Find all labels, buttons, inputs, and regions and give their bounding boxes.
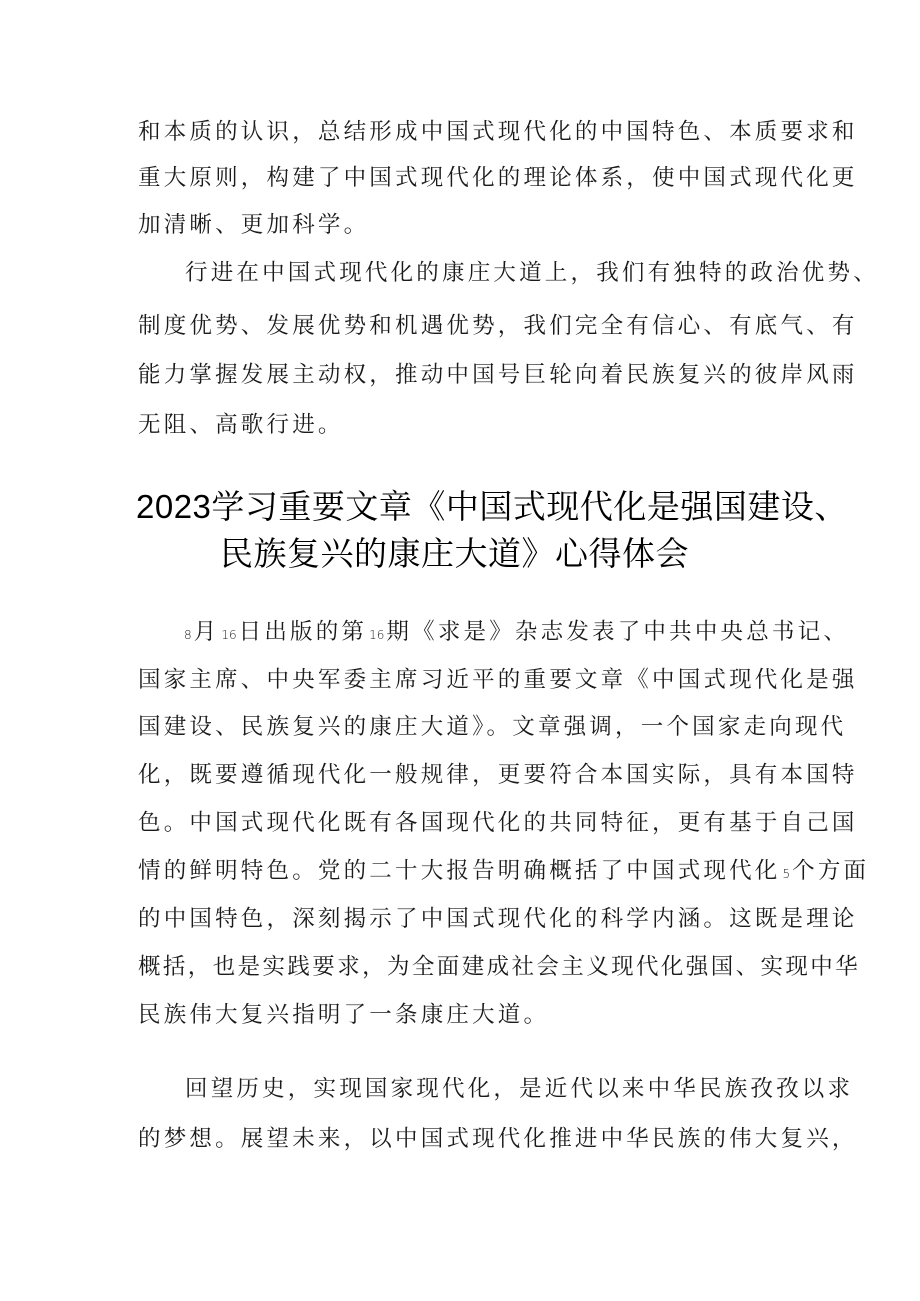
text-segment: 个方面 [792, 858, 870, 884]
text-line: 重大原则，构建了中国式现代化的理论体系，使中国式现代化更 [138, 165, 858, 191]
text-line: 无阻、高歌行进。 [138, 412, 344, 438]
text-line: 制度优势、发展优势和机遇优势，我们完全有信心、有底气、有 [138, 313, 858, 339]
text-segment: 期《求是》杂志发表了中共中央总书记、 [386, 619, 850, 645]
text-segment: 月 [193, 619, 220, 645]
text-line: 能力掌握发展主动权，推动中国号巨轮向着民族复兴的彼岸风雨 [138, 362, 858, 388]
text-segment: 情的鲜明特色。党的二十大报告明确概括了中国式现代化 [138, 858, 781, 884]
month-number: 8 [184, 628, 192, 642]
text-line: 的中国特色，深刻揭示了中国式现代化的科学内涵。这既是理论 [138, 906, 858, 932]
text-line [138, 856, 870, 886]
text-line: 民族伟大复兴指明了一条康庄大道。 [138, 1002, 550, 1028]
text-line: 概括，也是实践要求，为全面建成社会主义现代化强国、实现中华 [138, 954, 861, 980]
title-line-2: 民族复兴的康庄大道》心得体会 [220, 535, 689, 572]
title-line-1: 2023学习重要文章《中国式现代化是强国建设、 [136, 488, 848, 525]
text-line [182, 617, 850, 647]
text-line: 行进在中国式现代化的康庄大道上，我们有独特的政治优势、 [185, 260, 879, 286]
text-line: 国家主席、中央军委主席习近平的重要文章《中国式现代化是强 [138, 667, 858, 693]
text-line: 的梦想。展望未来，以中国式现代化推进中华民族的伟大复兴， [138, 1126, 858, 1152]
text-segment: 日出版的第 [238, 619, 368, 645]
count-number: 5 [782, 867, 791, 881]
text-line: 色。中国式现代化既有各国现代化的共同特征，更有基于自己国 [138, 810, 858, 836]
text-line: 化，既要遵循现代化一般规律，更要符合本国实际，具有本国特 [138, 762, 858, 788]
day-number: 16 [221, 628, 237, 642]
issue-number: 16 [369, 628, 385, 642]
text-line: 国建设、民族复兴的康庄大道》。文章强调，一个国家走向现代 [138, 714, 847, 740]
text-line: 回望历史，实现国家现代化，是近代以来中华民族孜孜以求 [185, 1076, 854, 1102]
text-line: 和本质的认识，总结形成中国式现代化的中国特色、本质要求和 [138, 119, 858, 145]
text-line: 加清晰、更加科学。 [138, 212, 370, 238]
